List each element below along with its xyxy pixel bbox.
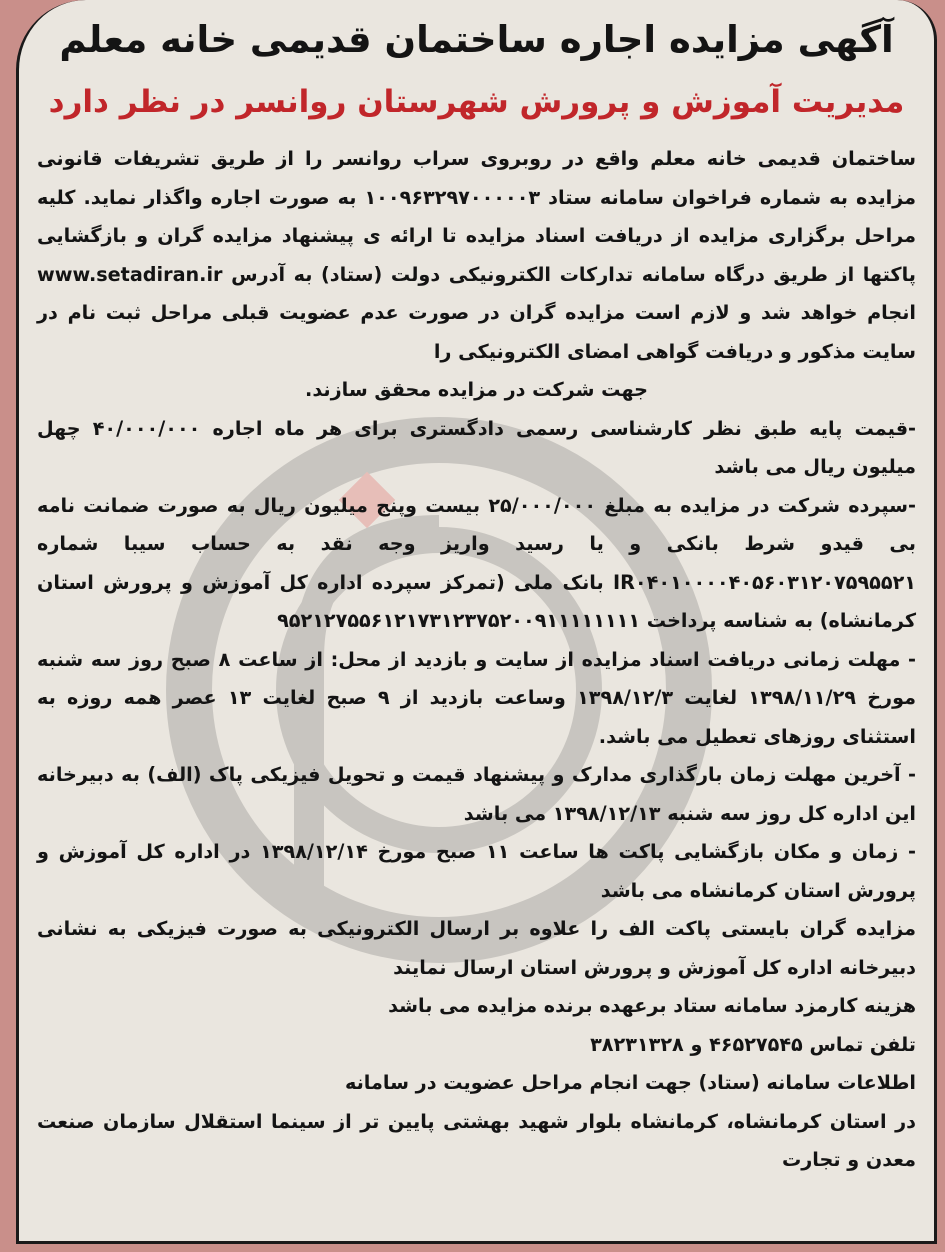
- notice-title: آگهی مزایده اجاره ساختمان قدیمی خانه معلم: [59, 18, 894, 61]
- fee-paragraph: هزینه کارمزد سامانه ستاد برعهده برنده مزایده می باشد: [388, 994, 916, 1017]
- notice-subtitle: مدیریت آموزش و پرورش شهرستان روانسر در نظر دارد: [48, 84, 905, 120]
- deposit-paragraph: -سپرده شرکت در مزایده به مبلغ ۲۵/۰۰۰/۰۰۰ بیست وپنج میلیون ریال به صورت ضمانت نامه بی قیدو شرط بانکی و یا رسید واریز وجه نقد به حساب سیبا شماره IR۰۴۰۱۰۰۰۰۴۰۵۶۰۳۱۲۰۷۵۹۵۵۲۱ بانک ملی (تمرکز سپرده اداره کل آموزش و پرورش استان کرمانشاه) به شناسه پرداخت ۹۵۲۱۲۷۵۵۶۱۲۱۷۳۱۲۳۷۵۲۰۰۹۱۱۱۱۱۱۱۱: [37, 493, 916, 632]
- notice-body: [37, 140, 916, 1180]
- base-price-paragraph: -قیمت پایه طبق نظر کارشناسی رسمی دادگستری برای هر ماه اجاره ۴۰/۰۰۰/۰۰۰ چهل میلیون ریال می باشد: [37, 416, 916, 478]
- envelope-delivery-paragraph: مزایده گران بایستی پاکت الف را علاوه بر ارسال الکترونیکی به صورت فیزیکی به نشانی دبیرخانه اداره کل آموزش و پرورش استان ارسال نمایند: [37, 917, 916, 979]
- notice-content: [19, 0, 934, 1180]
- intro-paragraph-end: جهت شرکت در مزایده محقق سازند.: [305, 378, 648, 401]
- opening-time-paragraph: - زمان و مکان بازگشایی پاکت ها ساعت ۱۱ صبح مورخ ۱۳۹۸/۱۲/۱۴ در اداره کل آموزش و پرورش استان کرمانشاه می باشد: [37, 840, 916, 902]
- setad-info-paragraph: اطلاعات سامانه (ستاد) جهت انجام مراحل عضویت در سامانه: [344, 1071, 916, 1094]
- notice-paper: [16, 0, 937, 1244]
- phone-paragraph: تلفن تماس ۴۶۵۲۷۵۴۵ و ۳۸۲۳۱۳۲۸: [590, 1032, 916, 1056]
- address-paragraph: در استان کرمانشاه، کرمانشاه بلوار شهید بهشتی پایین تر از سینما استقلال سازمان صنعت معدن و تجارت: [37, 1109, 916, 1171]
- upload-deadline-paragraph: - آخرین مهلت زمان بارگذاری مدارک و پیشنهاد قیمت و تحویل فیزیکی پاک (الف) به دبیرخانه این اداره کل روز سه شنبه ۱۳۹۸/۱۲/۱۳ می باشد: [37, 763, 916, 825]
- document-deadline-paragraph: - مهلت زمانی دریافت اسناد مزایده از سایت و بازدید از محل: از ساعت ۸ صبح روز سه شنبه مورخ ۱۳۹۸/۱۱/۲۹ لغایت ۱۳۹۸/۱۲/۳ وساعت بازدید از ۹ صبح لغایت ۱۳ عصر همه روزه به استثنای روزهای تعطیل می باشد.: [37, 647, 916, 748]
- intro-paragraph: ساختمان قدیمی خانه معلم واقع در روبروی سراب روانسر را از طریق تشریفات قانونی مزایده به شماره فراخوان سامانه ستاد ۱۰۰۹۶۳۲۹۷۰۰۰۰۰۳ به صورت اجاره واگذار نماید. کلیه مراحل برگزاری مزایده از دریافت اسناد مزایده تا ارائه ی پیشنهاد مزایده گران و بازگشایی پاکتها از طریق درگاه سامانه تدارکات الکترونیکی دولت (ستاد) به آدرس www.setadiran.ir انجام خواهد شد و لازم است مزایده گران در صورت عدم عضویت قبلی مراحل ثبت نام در سایت مذکور و دریافت گواهی امضای الکترونیکی را: [37, 147, 916, 363]
